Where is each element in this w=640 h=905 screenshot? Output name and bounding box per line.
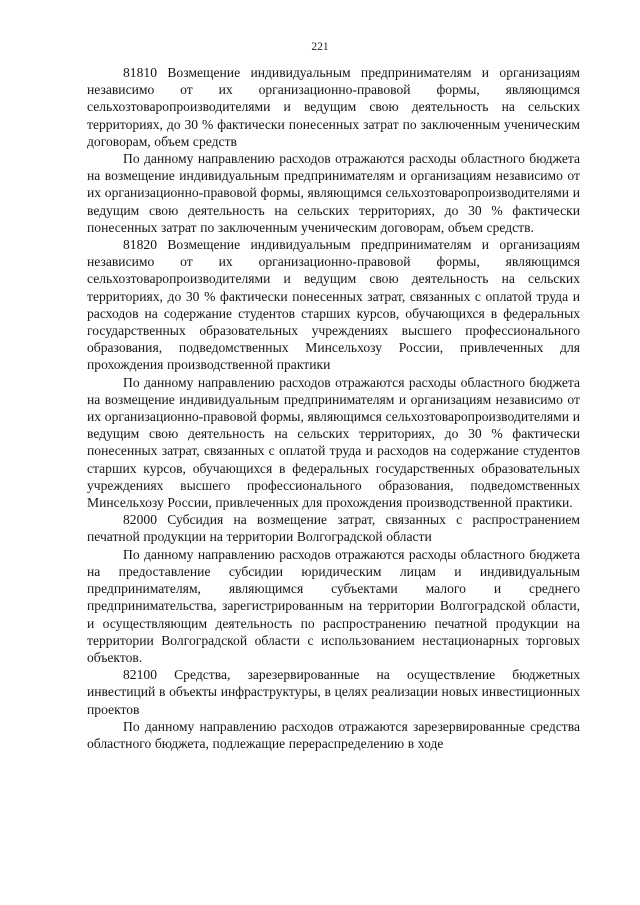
page-number: 221: [311, 41, 329, 53]
paragraph-81820-description: По данному направлению расходов отражаются расходы областного бюджета на возмещение индивидуальным предпринимателям и организациям независимо от их организационно-правовой формы, являющимся сельхозтоваропроизводителями и ведущим свою деятельность на сельских территориях, до 30 % фактически понесенных затрат, связанных с оплатой труда и расходов на содержание студентов старших курсов, обучающихся в федеральных государственных образовательных учреждениях высшего профессионального образования, подведомственных Минсельхозу России, привлеченных для прохождения производственной практики.: [87, 374, 580, 511]
paragraph-82000-description: По данному направлению расходов отражаются расходы областного бюджета на предоставление субсидии юридическим лицам и индивидуальным предпринимателям, являющимся субъектами малого и среднего предпринимательства, зарегистрированным на территории Волгоградской области, и осуществляющим деятельность по распространению печатной продукции на территории Волгоградской области с использованием нестационарных торговых объектов.: [87, 546, 580, 665]
paragraph-82100-heading: 82100 Средства, зарезервированные на осуществление бюджетных инвестиций в объекты инфраструктуры, в целях реализации новых инвестиционных проектов: [87, 667, 580, 717]
paragraph-81810-description: По данному направлению расходов отражаются расходы областного бюджета на возмещение индивидуальным предпринимателям и организациям независимо от их организационно-правовой формы, являющимся сельхозтоваропроизводителями и ведущим свою деятельность на сельских территориях, до 30 % фактически понесенных затрат по заключенным ученическим договорам, объем средств.: [87, 151, 580, 235]
paragraph-82000-heading: 82000 Субсидия на возмещение затрат, связанных с распространением печатной продукции на территории Волгоградской области: [87, 512, 580, 545]
paragraph-81810-heading: 81810 Возмещение индивидуальным предпринимателям и организациям независимо от их организационно-правовой формы, являющимся сельхозтоваропроизводителями и ведущим свою деятельность на сельских территориях, до 30 % фактически понесенных затрат по заключенным ученическим договорам, объем средств: [87, 65, 580, 149]
paragraph-81820-heading: 81820 Возмещение индивидуальным предпринимателям и организациям независимо от их организационно-правовой формы, являющимся сельхозтоваропроизводителями и ведущим свою деятельность на сельских территориях, до 30 % фактически понесенных затрат, связанных с оплатой труда и расходов на содержание студентов старших курсов, обучающихся в федеральных государственных образовательных учреждениях высшего профессионального образования, подведомственных Минсельхозу России, привлеченных для прохождения производственной практики: [87, 237, 580, 373]
document-body: [87, 64, 580, 752]
paragraph-82100-description: По данному направлению расходов отражаются зарезервированные средства областного бюджета, подлежащие перераспределению в ходе: [87, 718, 580, 751]
